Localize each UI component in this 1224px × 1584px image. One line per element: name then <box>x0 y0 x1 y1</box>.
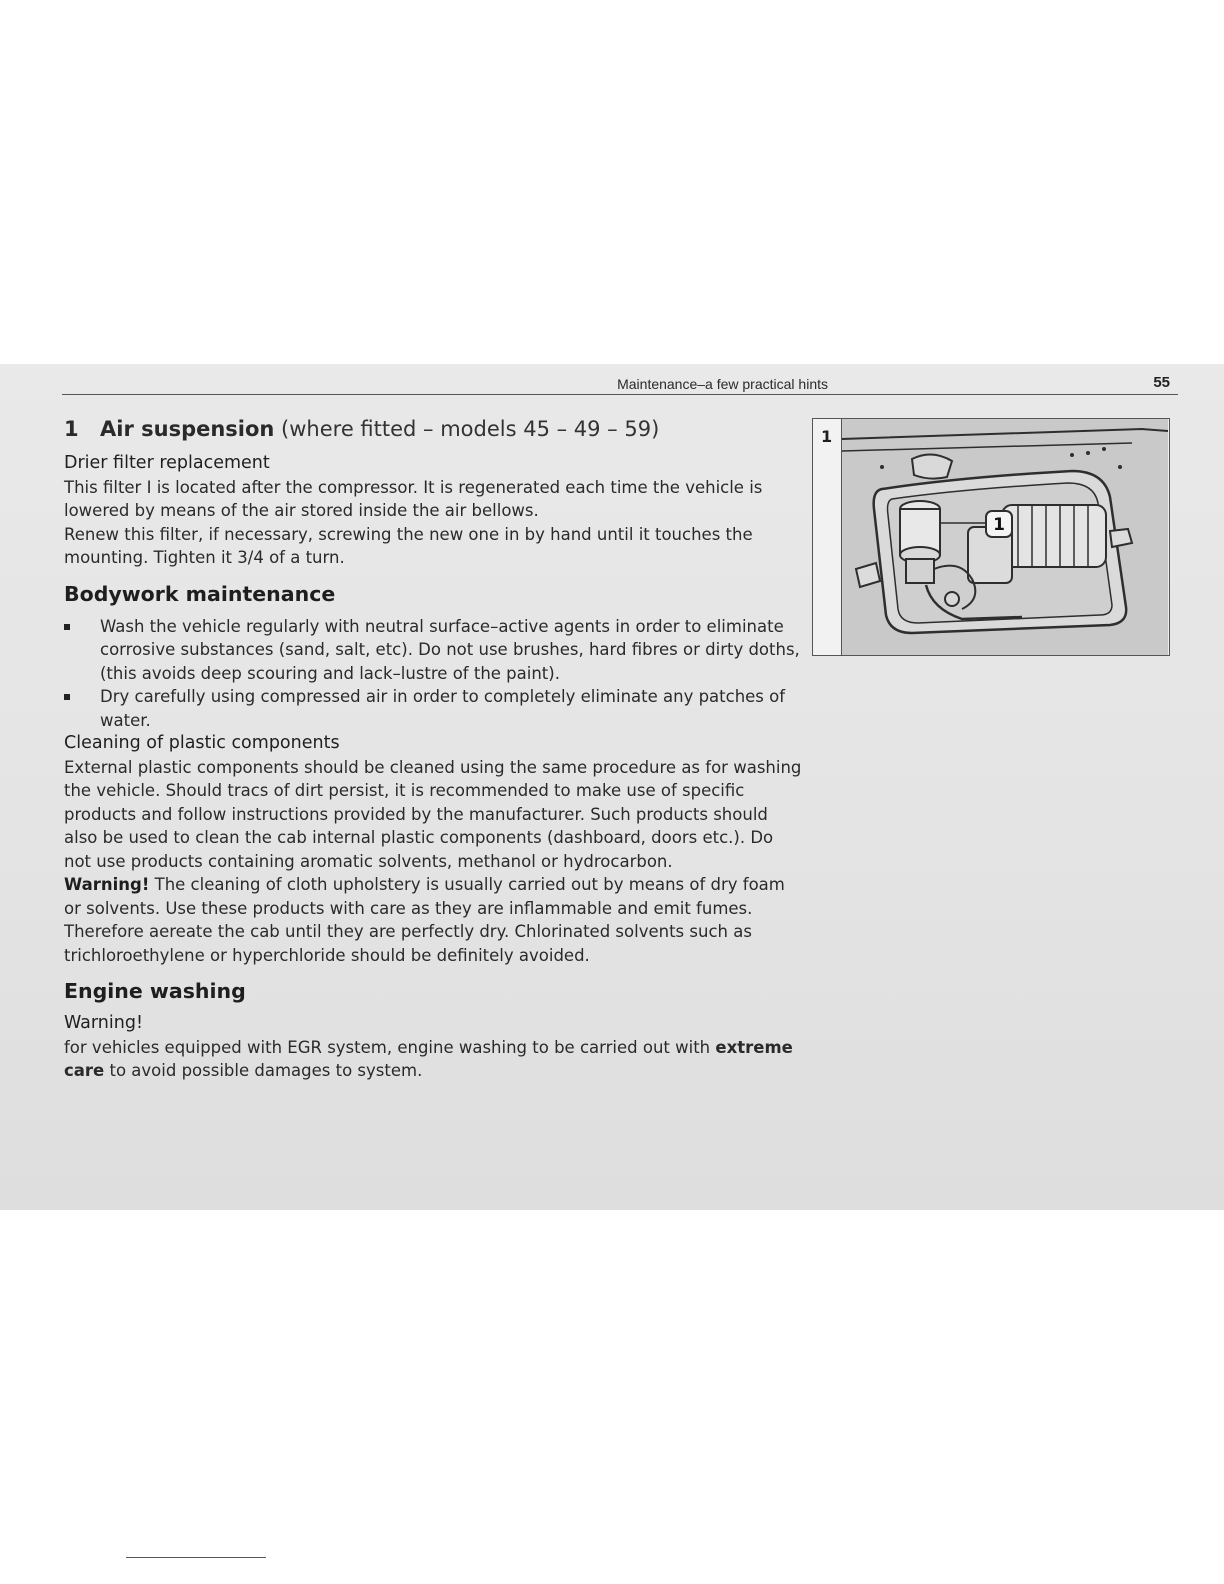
section-number: 1 <box>64 417 79 441</box>
bullet-icon <box>64 624 70 630</box>
list-item-text: Wash the vehicle regularly with neutral surface–active agents in order to eliminate corrosive substances (sand, salt, etc). Do not use brushes, hard fibres or dirty doths, (this avoids deep scouring and lack–lustre of the paint). <box>100 616 800 683</box>
running-head: Maintenance–a few practical hints <box>617 376 828 392</box>
section-title: Air suspension <box>100 417 275 441</box>
figure-number-column <box>813 419 842 655</box>
figure-air-compressor <box>812 418 1170 656</box>
warning-label: Warning! <box>64 875 150 894</box>
subheading-plastic: Cleaning of plastic components <box>64 733 340 753</box>
list-item <box>64 685 804 732</box>
engine-text-emphasis: extreme care <box>64 1037 793 1080</box>
paragraph-plastic: External plastic components should be cleaned using the same procedure as for washing the vehicle. Should tracs of dirt persist, it is recommended to make use of specific products and follow instructions provided by the manufacturer. Such products should also be used to clean the cab internal plastic components (dashboard, doors etc.). Do not use products containing aromatic solvents, methanol or hydrocarbon. <box>64 757 802 871</box>
engine-text: for vehicles equipped with EGR system, engine washing to be carried out with <box>64 1037 716 1057</box>
list-item-text: Dry carefully using compressed air in order to completely eliminate any patches of water. <box>100 687 786 730</box>
bullet-icon <box>64 694 70 700</box>
header-rule <box>62 394 1178 395</box>
figure-number: 1 <box>821 427 833 446</box>
paragraph-filter-renew: Renew this filter, if necessary, screwing the new one in by hand until it touches the mounting. Tighten it 3/4 of a turn. <box>64 524 753 567</box>
manual-page <box>0 364 1224 1210</box>
engine-warning-label: Warning! <box>64 1013 143 1033</box>
engine-text-end: to avoid possible damages to system. <box>104 1061 423 1080</box>
heading-engine-washing: Engine washing <box>64 979 246 1003</box>
bodywork-list <box>64 615 804 733</box>
list-item <box>64 615 804 686</box>
figure-callout: 1 <box>993 515 1005 535</box>
footnote-rule <box>126 1557 266 1558</box>
warning-text: The cleaning of cloth upholstery is usually carried out by means of dry foam or solvents. Use these products with care as they are inflammable and emit fumes. Therefore aereate the cab until they are perfectly dry. Chlorinated solvents such as trichloroethylene or hyperchloride should be definitely avoided. <box>64 875 785 965</box>
heading-bodywork: Bodywork maintenance <box>64 581 336 606</box>
paragraph-warning-upholstery <box>64 873 804 967</box>
section-heading-air-suspension <box>64 414 804 444</box>
subheading-drier-filter: Drier filter replacement <box>64 453 270 473</box>
paragraph-filter-location: This filter I is located after the compressor. It is regenerated each time the vehicle is lowered by means of the air stored inside the air bellows. <box>64 477 763 520</box>
section-title-note: (where fitted – models 45 – 49 – 59) <box>274 417 660 441</box>
compressor-illustration <box>842 419 1168 655</box>
main-content <box>64 414 804 1083</box>
page-number: 55 <box>1153 374 1170 391</box>
paragraph-engine-washing <box>64 1036 804 1083</box>
